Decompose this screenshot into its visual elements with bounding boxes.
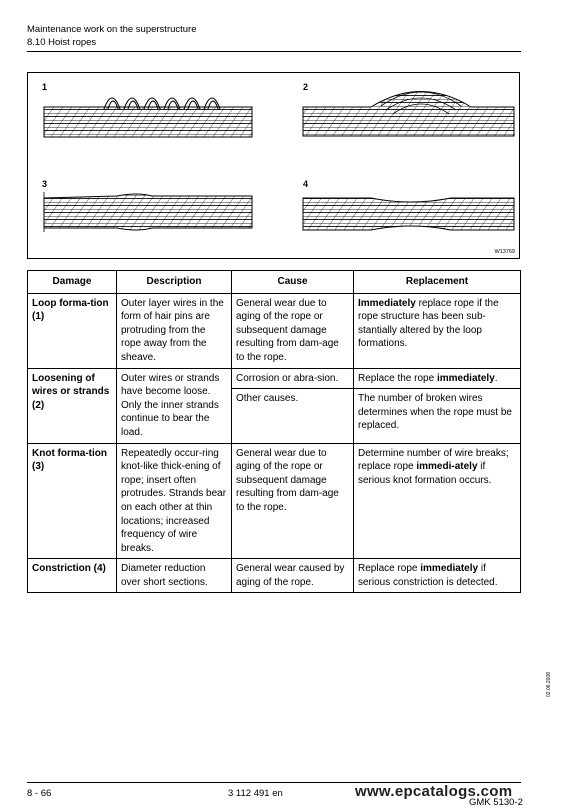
damage-table — [27, 270, 521, 593]
figure-label-3: 3 — [42, 179, 48, 189]
subsection-title: 8.10 Hoist ropes — [27, 37, 97, 48]
damage-cell: Knot forma-tion (3) — [28, 443, 117, 559]
replacement-cell — [354, 443, 521, 559]
header-description: Description — [117, 271, 232, 294]
cause-corrosion: Corrosion or abra-sion. — [236, 372, 339, 384]
description-cell: Outer layer wires in the form of hair pins are protruding from the rope away from the sheave. — [117, 293, 232, 368]
side-date: 02.06.2008 — [546, 671, 552, 697]
damage-cell: Constriction (4) — [28, 559, 117, 593]
replacement-emphasis: Immediately — [358, 297, 416, 309]
loosening-rope-drawing — [301, 78, 517, 138]
figure-label-1: 1 — [42, 82, 48, 92]
constriction-rope-drawing — [301, 188, 517, 233]
table-row — [28, 559, 521, 593]
replacement-text: if serious knot formation occurs. — [358, 461, 492, 486]
replacement-cell — [354, 559, 521, 593]
replacement-cell — [354, 368, 521, 443]
replacement-emphasis: immediately — [420, 563, 479, 575]
replacement-emphasis: immediately — [436, 372, 495, 384]
cause-other: Other causes. — [232, 388, 353, 439]
replacement-text: Replace rope — [358, 563, 421, 575]
description-cell: Repeatedly occur-ring knot-like thick-ening of rope; insert often protrudes. Strands bear on each other at thin locations; increased frequency of wire breaks. — [117, 443, 232, 559]
table-row — [28, 443, 521, 559]
description-cell: Diameter reduction over short sections. — [117, 559, 232, 593]
cause-cell: General wear due to aging of the rope or subsequent damage resulting from dam-age to the rope. — [232, 293, 354, 368]
cause-cell — [232, 368, 354, 443]
description-cell: Outer wires or strands have become loose. Only the inner strands continue to bear the load. — [117, 368, 232, 443]
header-damage: Damage — [28, 271, 117, 294]
watermark: www.epcatalogs.com — [355, 783, 513, 800]
model-number: GMK 5130-2 — [469, 797, 523, 808]
replacement-text: . — [494, 372, 498, 384]
replacement-text: Replace the rope — [358, 372, 437, 384]
figure-id: W13769 — [494, 249, 515, 255]
replacement-cell — [354, 293, 521, 368]
header-cause: Cause — [232, 271, 354, 294]
document-number: 3 112 491 en — [228, 788, 283, 799]
table-row — [28, 368, 521, 443]
replacement-other: The number of broken wires determines when the rope must be replaced. — [354, 388, 520, 439]
section-title: Maintenance work on the superstructure — [27, 24, 197, 35]
page-header — [27, 23, 197, 49]
header-rule — [27, 51, 521, 52]
table-header-row — [28, 271, 521, 294]
figure-label-2: 2 — [303, 82, 309, 92]
replacement-text: replace rope if the rope structure has been sub-stantially altered by the loop formations. — [358, 297, 499, 350]
table-row — [28, 293, 521, 368]
figure-label-4: 4 — [303, 179, 309, 189]
page-number: 8 - 66 — [27, 788, 52, 799]
cause-cell: General wear due to aging of the rope or subsequent damage resulting from dam-age to the rope. — [232, 443, 354, 559]
header-replacement: Replacement — [354, 271, 521, 294]
knot-formation-rope-drawing — [42, 188, 257, 233]
replacement-corrosion — [354, 369, 520, 389]
cause-cell: General wear caused by aging of the rope. — [232, 559, 354, 593]
rope-damage-figure — [27, 72, 520, 259]
loop-formation-rope-drawing — [42, 85, 257, 141]
replacement-emphasis: immedi-ately — [416, 461, 478, 473]
replacement-text: Determine number of wire breaks; replace rope — [358, 447, 509, 473]
replacement-text: if serious constriction is detected. — [358, 563, 498, 588]
damage-cell: Loosening of wires or strands (2) — [28, 368, 117, 443]
damage-cell: Loop forma-tion (1) — [28, 293, 117, 368]
